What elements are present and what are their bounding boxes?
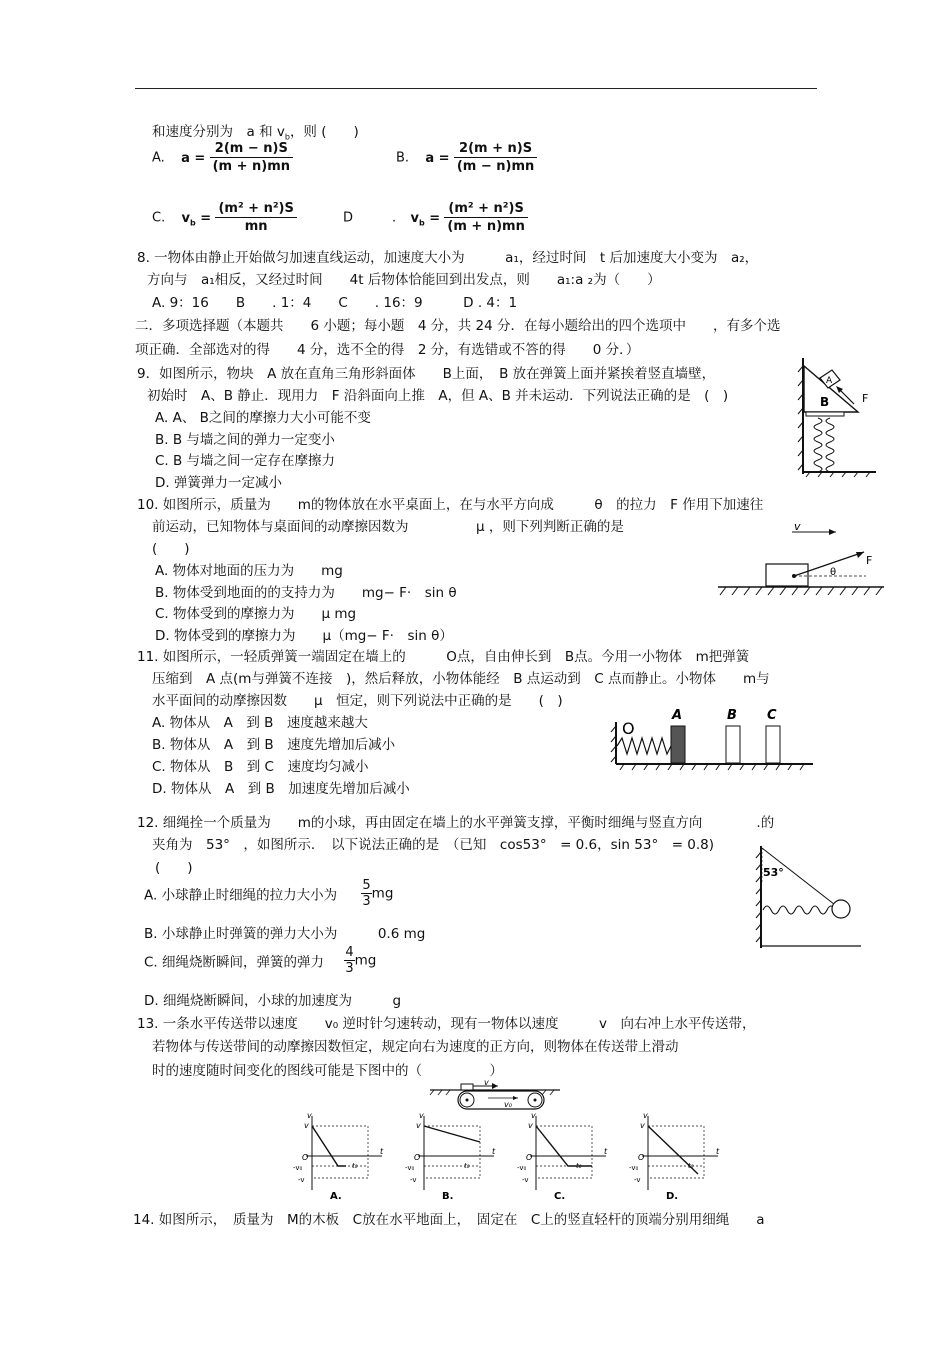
graph-d-t-label: t <box>716 1147 720 1156</box>
q12-figure <box>753 844 863 952</box>
graph-a-v-tick-label: v <box>304 1121 309 1130</box>
graph-a-origin-label: O <box>302 1153 309 1162</box>
q8-line2: 方向与 a₁相反，又经过时间 4t 后物体恰能回到出发点，则 a₁:a ₂为（ ） <box>147 272 661 288</box>
graph-a-t-label: t <box>380 1147 384 1156</box>
q11-option-d: D. 物体从 A 到 B 加速度先增加后减小 <box>152 781 410 797</box>
q10-line2: 前运动，已知物体与桌面间的动摩擦因数为 μ ，则下列判断正确的是 <box>152 519 624 535</box>
q13-line1: 13. 一条水平传送带以速度 v₀ 逆时针匀速转动，现有一物体以速度 v 向右冲上水平传送带， <box>137 1016 756 1032</box>
q7-option-a: A. a = $\frac{2(m - n)S}{(m + n)mn}$ <box>152 141 293 174</box>
header-rule <box>135 88 817 89</box>
q7-option-d: D . $v_b$ = $\frac{\text{(m² + n²)S}}{(m + n)mn}$ <box>343 201 528 234</box>
q13-belt-label-v0: v₀ <box>504 1100 512 1109</box>
q11-fig-label-b: B <box>727 708 737 723</box>
q10-fig-label-f: F <box>866 554 873 567</box>
graph-d-option-label: D. <box>666 1191 679 1202</box>
q10-option-d: D. 物体受到的摩擦力为 μ（mg− F· sin θ） <box>155 628 453 644</box>
q11-line2: 压缩到 A 点(m与弹簧不连接 )，然后释放，小物体能经 B 点运动到 C 点而静止。小物体 m与 <box>152 671 770 687</box>
q13-belt-label-v: v <box>484 1078 489 1087</box>
q12-line3: ( ) <box>155 860 193 876</box>
q11-figure <box>608 702 818 776</box>
graph-a-t0-label: t₀ <box>352 1162 358 1170</box>
graph-b-neg-v-label: -v <box>410 1176 417 1184</box>
graph-b-option-label: B. <box>442 1191 454 1202</box>
q10-option-c: C. 物体受到的摩擦力为 μ mg <box>155 606 357 622</box>
graph-d-origin-label: O <box>638 1153 645 1162</box>
section2-line2: 项正确．全部选对的得 4 分，选不全的得 2 分，有选错或不答的得 0 分．） <box>135 342 640 358</box>
graph-c-neg-v-label: -v <box>522 1176 529 1184</box>
graph-c-t-label: t <box>604 1147 608 1156</box>
q9-fig-label-b: B <box>820 395 830 409</box>
q8-options: A. 9：16 B . 1：4 C . 16：9 D . 4：1 <box>152 295 518 311</box>
q10-option-b: B. 物体受到地面的的支持力为 mg− F· sin θ <box>155 585 457 601</box>
q11-option-b: B. 物体从 A 到 B 速度先增加后减小 <box>152 737 396 753</box>
graph-d-v-tick-label: v <box>640 1121 645 1130</box>
q8-line1: 8. 一物体由静止开始做匀加速直线运动，加速度大小为 a₁，经过时间 t 后加速度大小变为 a₂， <box>137 250 759 266</box>
q11-line1: 11. 如图所示，一轻质弹簧一端固定在墙上的 O点，自由伸长到 B点。今用一小物体 m把弹簧 <box>137 649 750 665</box>
q13-graphs <box>290 1108 720 1202</box>
q11-line3: 水平面间的动摩擦因数 μ 恒定，则下列说法中正确的是 ( ) <box>152 693 563 709</box>
graph-d-curve <box>648 1126 698 1174</box>
q11-fig-label-c: C <box>767 708 777 723</box>
q9-line1: 9．如图所示，物块 A 放在直角三角形斜面体 B上面， B 放在弹簧上面并紧挨着竖直墙壁， <box>137 366 716 382</box>
graph-a-neg-v0-label: -v₀ <box>293 1164 303 1172</box>
graph-c-option-label: C. <box>554 1191 566 1202</box>
q10-option-a: A. 物体对地面的压力为 mg <box>155 563 343 579</box>
graph-d-t0-label: t₀ <box>688 1162 694 1170</box>
graph-c-guide-box <box>536 1126 592 1178</box>
q12-fig-angle: 53° <box>763 866 784 879</box>
graph-b-v-tick-label: v <box>416 1121 421 1130</box>
q13-line2: 若物体与传送带间的动摩擦因数恒定，规定向右为速度的正方向，则物体在传送带上滑动 <box>152 1039 679 1055</box>
graph-a-option-label: A. <box>330 1191 342 1202</box>
graph-c-v-tick-label: v <box>528 1121 533 1130</box>
graph-a-v-label: v <box>307 1111 312 1120</box>
graph-a-curve <box>312 1126 346 1166</box>
graph-c-v-label: v <box>531 1111 536 1120</box>
q7-stem: 和速度分别为 a 和 $v_b$，则 ( ) <box>152 124 359 142</box>
graph-a-guide-box <box>312 1126 368 1178</box>
q11-option-c: C. 物体从 B 到 C 速度均匀减小 <box>152 759 369 775</box>
graph-b-origin-label: O <box>414 1153 421 1162</box>
graph-c-neg-v0-label: -v₀ <box>517 1164 527 1172</box>
q12-option-d: D. 细绳烧断瞬间，小球的加速度为 g <box>144 993 402 1009</box>
graph-c-t0-label: t₀ <box>576 1162 582 1170</box>
q9-line2: 初始时 A、B 静止．现用力 F 沿斜面向上推 A，但 A、B 并未运动．下列说法正确的是 ( ) <box>147 388 729 404</box>
q12-option-a: A. 小球静止时细绳的拉力大小为 $\frac{5}{3}$ mg <box>144 878 394 909</box>
q13-line3: 时的速度随时间变化的图线可能是下图中的（ ） <box>152 1063 503 1079</box>
graph-b-t-label: t <box>492 1147 496 1156</box>
q9-option-c: C. B 与墙之间一定存在摩擦力 <box>155 453 336 469</box>
graph-b-t0-label: t₀ <box>464 1162 470 1170</box>
section2-line1: 二．多项选择题（本题共 6 小题；每小题 4 分，共 24 分．在每小题给出的四个选项中 ，有多个选 <box>135 318 781 334</box>
graph-c-curve <box>536 1126 592 1166</box>
q10-fig-label-theta: θ <box>830 567 837 578</box>
q12-option-c: C. 细绳烧断瞬间，弹簧的弹力 $\frac{4}{3}$ mg <box>144 945 377 976</box>
q11-fig-label-o: O <box>622 719 635 738</box>
q12-line2: 夹角为 53° ，如图所示． 以下说法正确的是 （已知 cos53° = 0.6，sin 53° = 0.8) <box>152 837 715 853</box>
q7-option-b: B. a = $\frac{2(m + n)S}{(m - n)mn}$ <box>396 141 537 174</box>
graph-d-neg-v-label: -v <box>634 1176 641 1184</box>
graph-c-origin-label: O <box>526 1153 533 1162</box>
graph-b-v-label: v <box>419 1111 424 1120</box>
q10-line3: ( ) <box>152 541 190 557</box>
graph-b-neg-v0-label: -v₀ <box>405 1164 415 1172</box>
q14-line1: 14. 如图所示， 质量为 M的木板 C放在水平地面上， 固定在 C上的竖直轻杆的顶端分别用细绳 a <box>133 1212 765 1228</box>
graph-d-v-label: v <box>643 1111 648 1120</box>
q10-fig-label-v: v <box>794 520 801 533</box>
q12-option-b: B. 小球静止时弹簧的弹力大小为 0.6 mg <box>144 926 426 942</box>
graph-d-neg-v0-label: -v₀ <box>629 1164 639 1172</box>
q12-line1: 12. 细绳拴一个质量为 m的小球，再由固定在墙上的水平弹簧支撑，平衡时细绳与竖直方向 .的 <box>137 815 775 831</box>
q9-fig-label-f: F <box>862 392 869 405</box>
q10-line1: 10. 如图所示，质量为 m的物体放在水平桌面上，在与水平方向成 θ 的拉力 F 作用下加速往 <box>137 497 764 513</box>
q9-figure <box>796 356 878 478</box>
q11-option-a: A. 物体从 A 到 B 速度越来越大 <box>152 715 368 731</box>
graph-a-neg-v-label: -v <box>298 1176 305 1184</box>
q7-option-c: C. $v_b$ = $\frac{\text{(m² + n²)S}}{mn}$ <box>152 201 297 234</box>
q9-option-a: A. A、 B之间的摩擦力大小可能不变 <box>155 410 371 426</box>
q9-option-d: D. 弹簧弹力一定减小 <box>155 475 282 491</box>
q9-option-b: B. B 与墙之间的弹力一定变小 <box>155 432 335 448</box>
graph-b-curve <box>424 1126 480 1142</box>
q10-figure <box>716 520 886 600</box>
q9-fig-label-a: A <box>826 376 833 386</box>
q11-fig-label-a: A <box>672 708 683 723</box>
